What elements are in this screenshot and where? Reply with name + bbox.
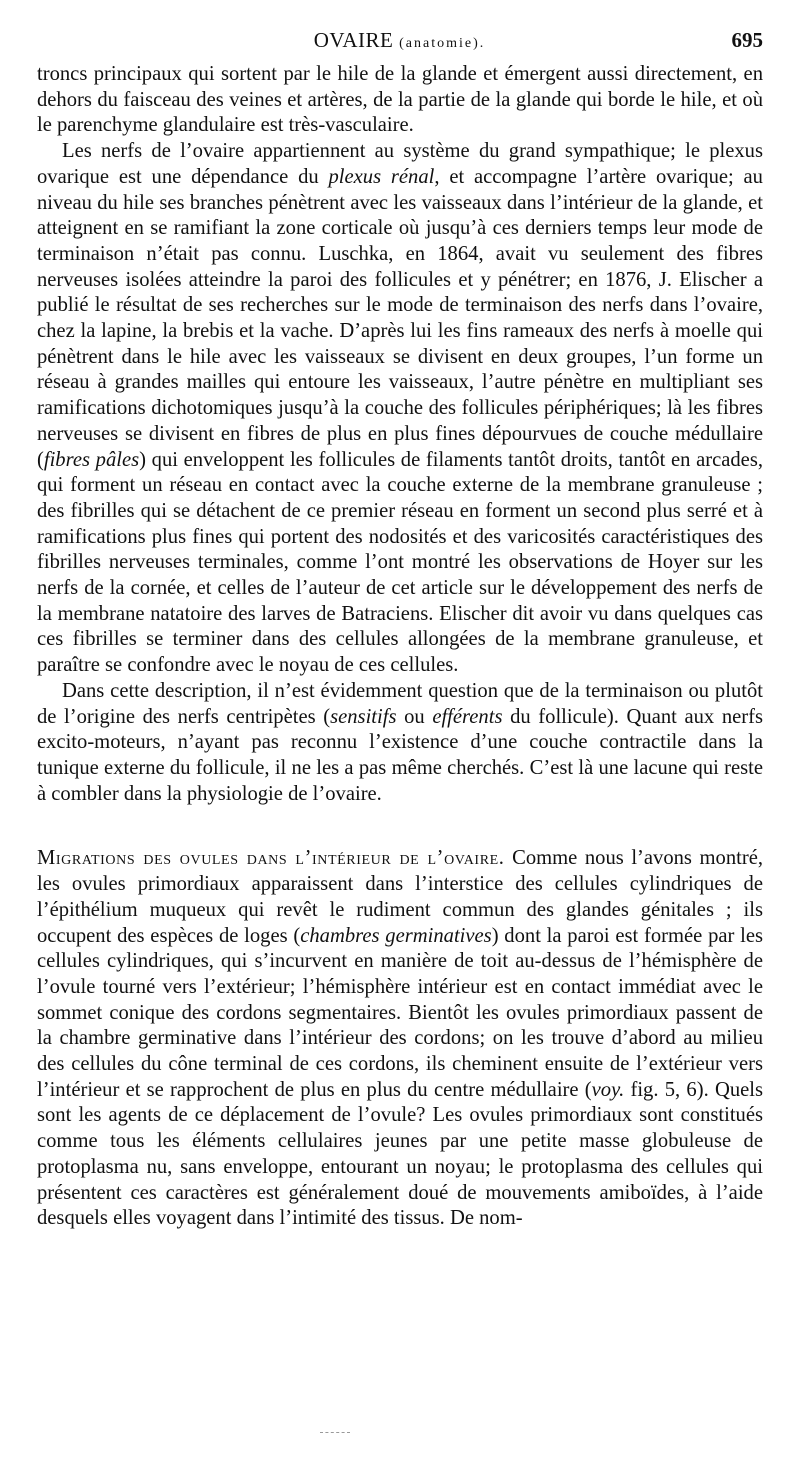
section-gap <box>37 807 763 846</box>
paragraph-text: , et accompagne l’artère ovarique; au niveau du hile ses branches pénètrent avec les vaisseaux dans l’intérieur de la glande, et atteignent en se ramifiant la zone corticale où jusqu’à ces derniers temps leur mode de terminaison n’était pas connu. Luschka, en 1864, avait vu seulement des fibres nerveuses isolées atteindre la paroi des follicules et y pénétrer; en 1876, J. Elischer a publié le résultat de ses recherches sur le mode de terminaison des nerfs dans l’ovaire, chez la lapine, la brebis et la vache. D’après lui les fins rameaux des nerfs à moelle qui pénètrent dans le hile avec les vaisseaux se divisent en deux groupes, l’un forme un réseau à grandes mailles qui entoure les vaisseaux, l’autre pénètre en multipliant ses ramifications dichotomiques jusqu’à la couche des follicules périphériques; là les fibres nerveuses se divisent en fibres de plus en plus fines dépourvues de couche médullaire ( <box>37 165 763 471</box>
paragraph-text: ou <box>396 705 433 728</box>
paragraph-text: Comme nous l’avons montré, les ovules primordiaux apparaissent dans l’interstice des cellules cylindriques de l’épithélium muqueux qui revêt le rudiment commun des glandes génitales ; ils occupent des espèces de loges ( <box>37 847 763 947</box>
running-header <box>36 28 763 58</box>
running-title-subtitle: (anatomie). <box>399 36 486 51</box>
paragraph-text: ) dont la paroi est formée par les cellules cylindriques, qui s’incurvent en manière de toit au-dessus de l’hémisphère de l’ovule tourné vers l’extérieur; l’hémisphère intérieur est en contact immédiat avec le sommet conique des cordons segmentaires. Bientôt les ovules primordiaux passent de la chambre germinative dans l’intérieur des cordons; on les trouve d’abord au milieu des cellules du cône terminal de ces cordons, ils cheminent ensuite de l’extérieur vers l’intérieur et se rapprochent de plus en plus du centre médullaire ( <box>37 924 763 1101</box>
footer-mark <box>320 1432 350 1433</box>
running-title-main: OVAIRE <box>313 28 394 52</box>
running-title <box>36 28 763 53</box>
body-text <box>37 62 763 1232</box>
paragraph-text: du follicule). Quant aux nerfs excito-moteurs, n’ayant pas reconnu l’existence d’une couche contractile dans la tunique externe du follicule, il ne les a pas même cherchés. C’est là une lacune qui reste à combler dans la physiologie de l’ovaire. <box>37 705 763 805</box>
paragraph-text: troncs principaux qui sortent par le hile de la glande et émergent aussi directement, en dehors du faisceau des veines et artères, de la partie de la glande qui borde le hile, et où le parenchyme glandulaire est très-vasculaire. <box>37 63 763 137</box>
paragraph-text: Les nerfs de l’ovaire appartiennent au système du grand sympathique; le plexus ovarique est une dépendance du <box>37 140 763 188</box>
paragraph-text: ) qui enveloppent les follicules de filaments tantôt droits, tantôt en arcades, qui forment un réseau en contact avec la couche externe de la membrane granuleuse ; des fibrilles qui se détachent de ce premier réseau en forment un second plus serré et à ramifications plus fines qui portent des nodosités et des varicosités caractéristiques des fibrilles nerveuses terminales, comme l’ont montré les observations de Hoyer sur les nerfs de la cornée, et celles de l’auteur de cet article sur le développement des nerfs de la membrane natatoire des larves de Batraciens. Elischer dit avoir vu dans quelques cas ces fibrilles se terminer dans des cellules allongées de la membrane granuleuse, et paraître se confondre avec le noyau de ces cellules. <box>37 448 763 677</box>
paragraph-text: fig. 5, 6). Quels sont les agents de ce déplacement de l’ovule? Les ovules primordiaux sont constitués comme tous les éléments cellulaires jeunes par une petite masse globuleuse de protoplasma nu, sans enveloppe, entourant un noyau; le protoplasma des cellules qui présentent ces caractères est généralement doué de mouvements amiboïdes, à l’aide desquels elles voyagent dans l’intimité des tissus. De nom- <box>37 1078 763 1230</box>
italic-term: fibres pâles <box>43 448 140 471</box>
italic-term: efférents <box>432 705 503 728</box>
paragraph-nerfs <box>37 139 763 679</box>
italic-term: voy. <box>591 1078 625 1101</box>
paragraph-migrations <box>37 846 763 1232</box>
italic-term: sensitifs <box>330 705 397 728</box>
paragraph-description <box>37 679 763 808</box>
page-number: 695 <box>731 28 763 52</box>
paragraph-continuation <box>37 62 763 139</box>
paragraph-text: Dans cette description, il n’est évidemment question que de la terminaison ou plutôt de l’origine des nerfs centripètes ( <box>37 679 763 728</box>
italic-term: chambres germinatives <box>300 924 492 947</box>
italic-term: plexus rénal <box>328 165 435 188</box>
section-heading: Migrations des ovules dans l’intérieur de l’ovaire. <box>37 847 505 870</box>
